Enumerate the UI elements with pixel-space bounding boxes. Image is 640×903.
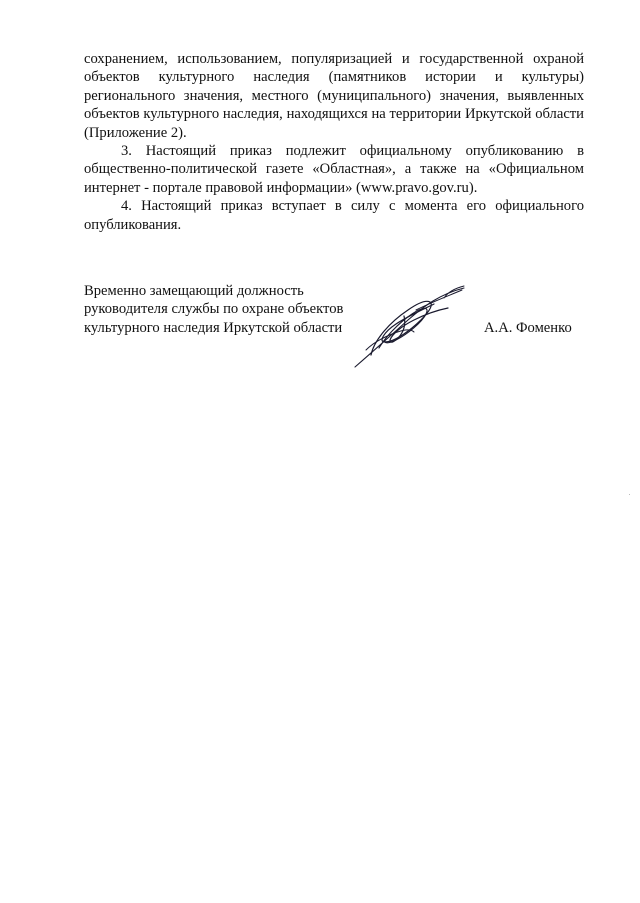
handwritten-signature-icon — [352, 280, 477, 370]
signer-name: А.А. Фоменко — [484, 320, 572, 336]
signatory-position — [84, 282, 354, 337]
paragraph-item-4-effective-date: 4. Настоящий приказ вступает в силу с момента его официального опубликования. — [84, 198, 584, 233]
signature-stroke — [390, 308, 448, 342]
order-body-text — [84, 50, 584, 234]
scan-speck — [629, 494, 630, 495]
paragraph-item-3-publication: 3. Настоящий приказ подлежит официальному опубликованию в общественно-политической газете «Областная», а также на «Официальном интернет - портале правовой информации» (www.pravo.gov.ru). — [84, 143, 584, 196]
signature-stroke — [371, 301, 434, 355]
position-line: культурного наследия Иркутской области — [84, 319, 343, 336]
paragraph-continuation: сохранением, использованием, популяризацией и государственной охраной объектов культурного наследия (памятников истории и культуры) регионального значения, местного (муниципального) значения, выявленных объектов культурного наследия, находящихся на территории Иркутской области (Приложение 2). — [84, 51, 584, 141]
position-line: руководителя службы по охране объектов — [84, 301, 344, 318]
position-line: Временно замещающий должность — [84, 283, 304, 299]
